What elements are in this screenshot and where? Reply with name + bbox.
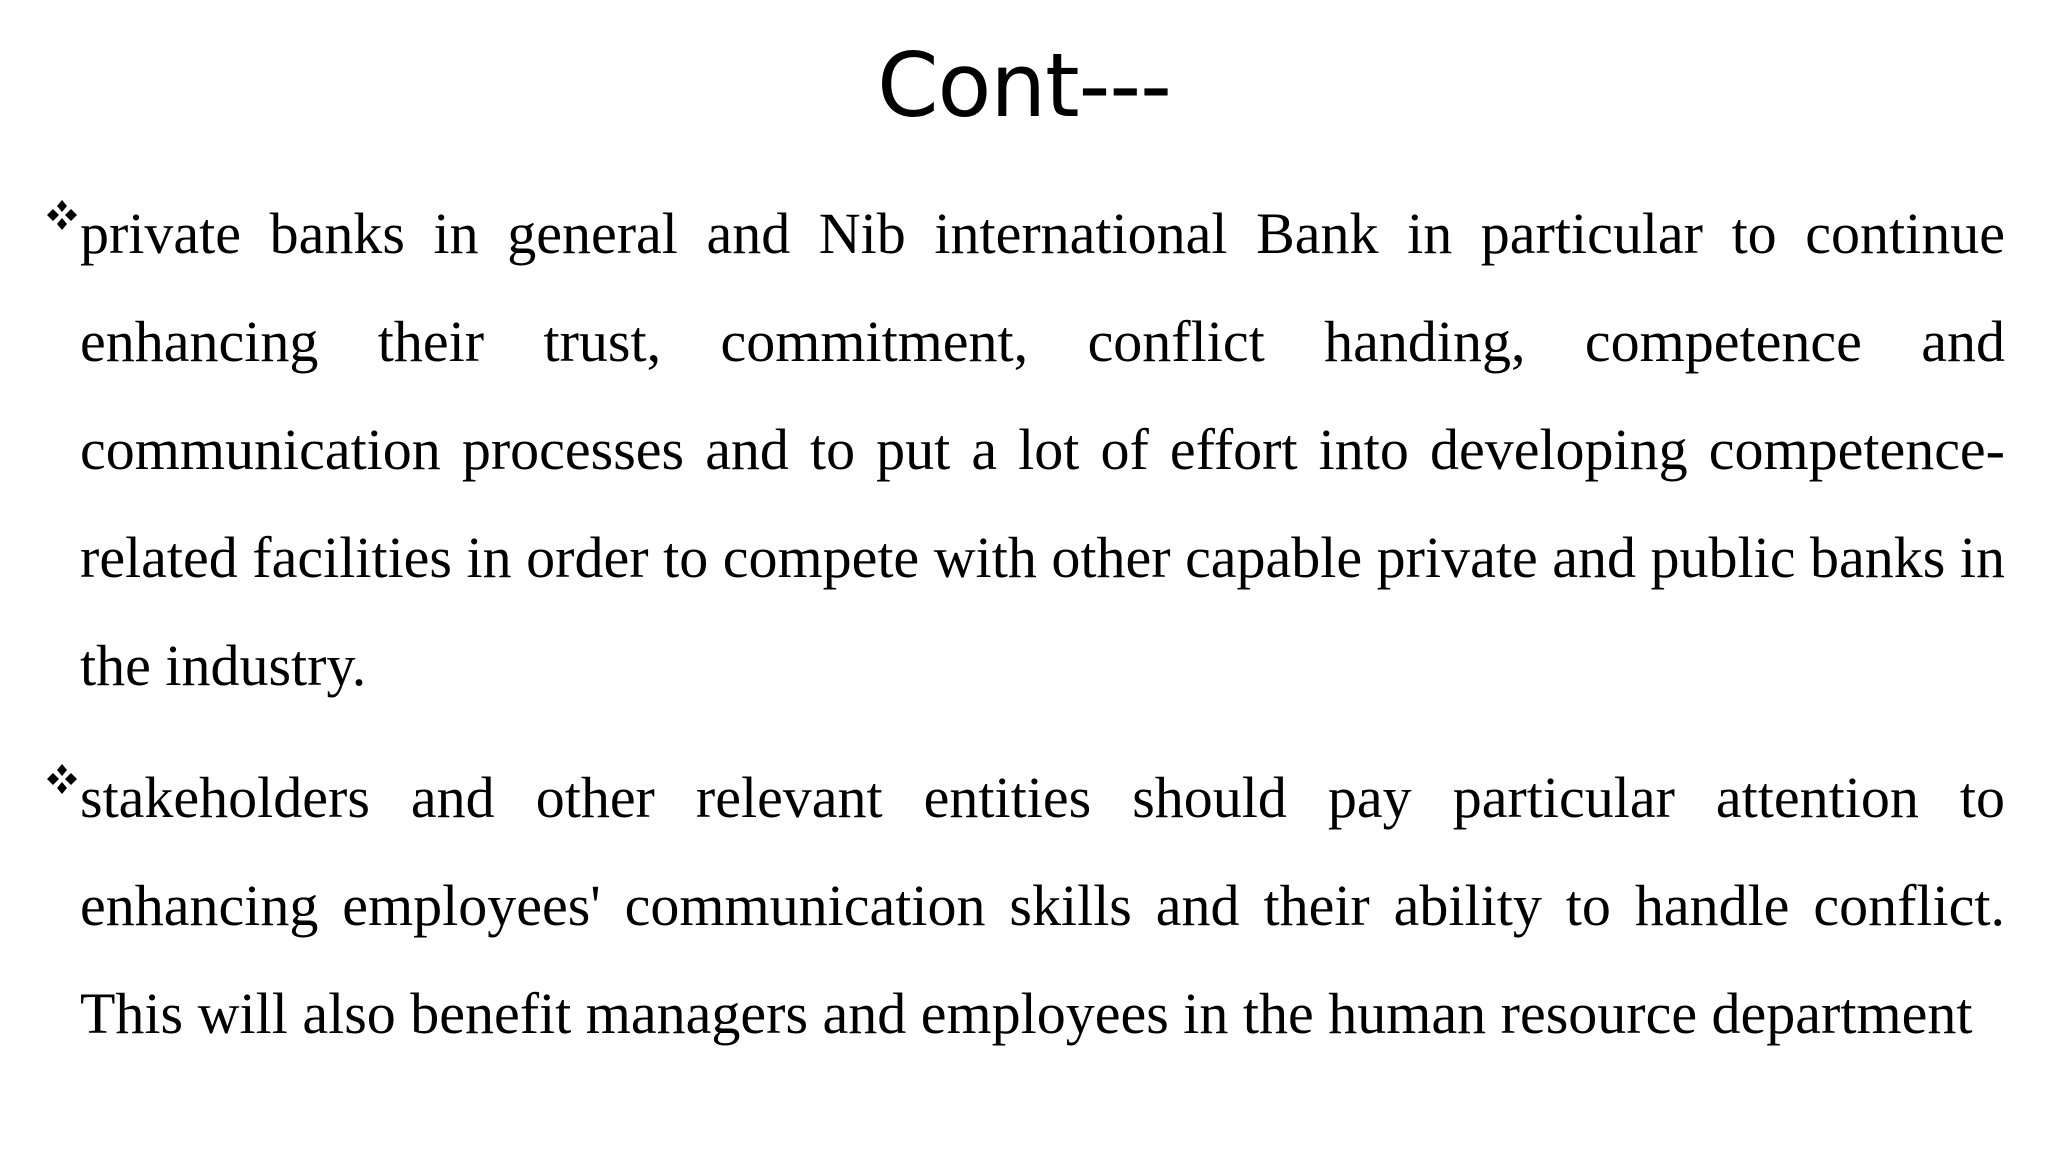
bullet-text-1: private banks in general and Nib international Bank in particular to continue enhancing their trust, commitment, conflict handing, competence and communication processes and to put a lot of effort into developing competence-related facilities in order to compete with other capable private and public banks in the industry. (80, 201, 2005, 698)
bullet-item-1 (45, 180, 2005, 720)
bullet-text-2: stakeholders and other relevant entities should pay particular attention to enhancing employees' communication skills and their ability to handle conflict. This will also benefit managers and employees in the human resource department (80, 765, 2005, 1046)
slide-title: Cont--- (877, 34, 1171, 137)
four-diamond-bullet-icon (45, 198, 79, 232)
four-diamond-bullet-icon (45, 762, 79, 796)
bullet-item-2 (45, 744, 2005, 1068)
bullet-list (45, 180, 2005, 1092)
